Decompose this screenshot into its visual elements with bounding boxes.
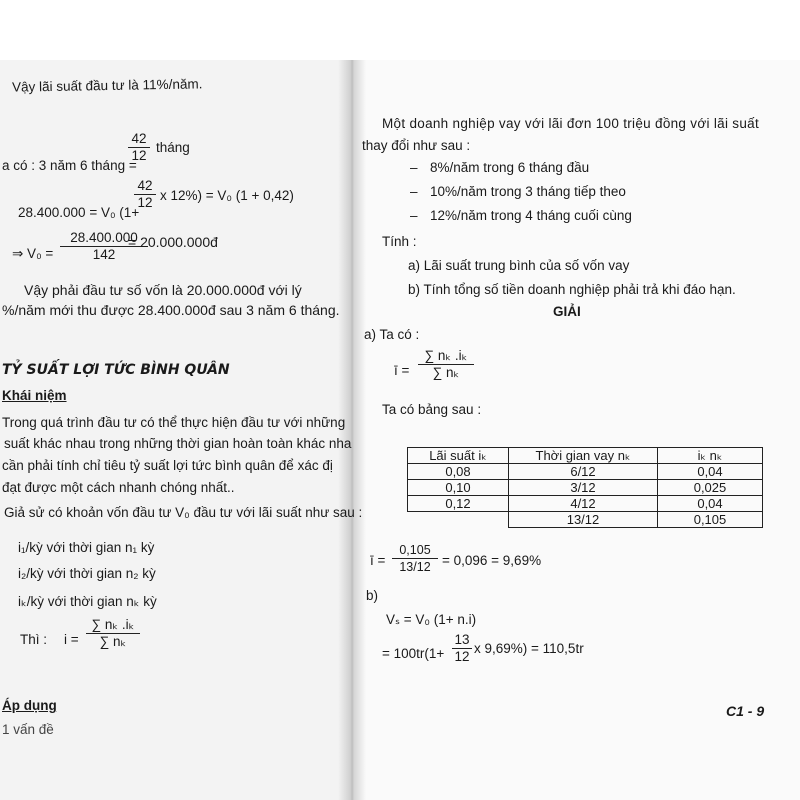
average-rate-formula: [86, 617, 140, 650]
left-line-6: %/năm mới thu được 28.400.000đ sau 3 năm 6 tháng.: [2, 302, 340, 318]
table-cell: 0,025: [658, 480, 763, 496]
fraction-denominator: 12: [454, 649, 470, 664]
result-prefix: ī =: [370, 553, 386, 568]
rate-condition-3: 12%/năm trong 4 tháng cuối cùng: [430, 208, 632, 223]
fraction-42-12: [128, 131, 150, 164]
para-line-1: Trong quá trình đầu tư có thể thực hiện đầu tư với những: [2, 415, 346, 430]
question-b: b) Tính tổng số tiền doanh nghiệp phải trả khi đáo hạn.: [408, 282, 736, 297]
fraction-42-12-b: [134, 178, 156, 211]
final-calc-prefix: = 100tr(1+: [382, 646, 445, 661]
section-title: TỶ SUẤT LỢI TỨC BÌNH QUÂN: [2, 362, 230, 378]
ibar-formula: [418, 348, 474, 381]
fraction-denominator: 142: [92, 247, 116, 262]
ibar-equals: ī =: [394, 363, 410, 378]
part-b-label: b): [366, 588, 379, 603]
table-cell: 0,04: [658, 464, 763, 480]
fraction-denominator: 12: [131, 148, 147, 163]
table-cell: 6/12: [509, 464, 658, 480]
table-row: [408, 496, 763, 512]
left-line-2-prefix: a có : 3 năm 6 tháng =: [2, 158, 137, 173]
fraction-numerator: 0,105: [392, 542, 438, 559]
final-calc-suffix: x 9,69%) = 110,5tr: [474, 641, 584, 656]
para-line-2: suất khác nhau trong những thời gian hoàn toàn khác nha: [4, 436, 352, 451]
left-line-3-suffix: x 12%) = V₀ (1 + 0,42): [160, 188, 294, 203]
thi-equals: i =: [64, 632, 79, 647]
table-cell: [408, 512, 509, 528]
table-intro: Ta có bảng sau :: [382, 402, 482, 417]
future-value-formula: Vₛ = V₀ (1+ n.i): [386, 612, 477, 627]
question-a: a) Lãi suất trung bình của số vốn vay: [408, 258, 630, 273]
header-product: iₖ nₖ: [658, 448, 763, 464]
result-fraction: [392, 542, 438, 575]
bullet-dash: –: [410, 184, 418, 199]
problem-line-1: Một doanh nghiệp vay với lãi đơn 100 triệu đồng với lãi suất: [382, 116, 760, 131]
table-cell: 0,04: [658, 496, 763, 512]
left-line-2-suffix: tháng: [156, 140, 190, 155]
problem-line-2: thay đổi như sau :: [362, 138, 471, 153]
para-line-5: Giả sử có khoản vốn đầu tư V₀ đầu tư với lãi suất như sau :: [4, 505, 363, 520]
part-a-label: a) Ta có :: [364, 327, 420, 342]
fraction-numerator: 28.400.000: [60, 230, 148, 247]
final-calc-fraction: [452, 632, 472, 665]
page-number: C1 - 9: [726, 703, 765, 719]
bullet-dash: –: [410, 208, 418, 223]
rate-item-2: i₂/kỳ với thời gian n₂ kỳ: [18, 566, 156, 581]
formula-numerator: ∑ nₖ .iₖ: [418, 348, 474, 365]
rate-table: [407, 447, 763, 528]
rate-condition-2: 10%/năm trong 3 tháng tiếp theo: [430, 184, 626, 199]
left-line-5: Vậy phải đầu tư số vốn là 20.000.000đ với lý: [24, 282, 302, 298]
left-line-4-prefix: ⇒ V₀ =: [12, 246, 54, 261]
table-total-row: [408, 512, 763, 528]
subheading-ap-dung: Áp dụng: [2, 698, 57, 713]
tinh-label: Tính :: [382, 234, 417, 249]
thi-label: Thì :: [20, 632, 48, 647]
rate-item-1: i₁/kỳ với thời gian n₁ kỳ: [18, 540, 155, 555]
para-line-4: đạt được một cách nhanh chóng nhất..: [2, 480, 235, 495]
table-cell: 13/12: [509, 512, 658, 528]
result-suffix: = 0,096 = 9,69%: [442, 553, 542, 568]
fraction-denominator: 13/12: [399, 560, 431, 574]
table-header-row: [408, 448, 763, 464]
table-row: [408, 464, 763, 480]
table-cell: 0,105: [658, 512, 763, 528]
formula-denominator: ∑ nₖ: [432, 365, 460, 380]
left-line-3-prefix: 28.400.000 = V₀ (1+: [18, 205, 140, 220]
cut-off-line: 1 vấn đề: [2, 722, 54, 737]
fraction-denominator: 12: [137, 195, 153, 210]
fraction-numerator: 42: [128, 131, 150, 148]
formula-denominator: ∑ nₖ: [99, 634, 127, 649]
left-line-1: Vậy lãi suất đầu tư là 11%/năm.: [11, 76, 203, 95]
fraction-numerator: 42: [134, 178, 156, 195]
table-cell: 0,08: [408, 464, 509, 480]
fraction-numerator: 13: [452, 632, 472, 649]
header-rate: Lãi suất iₖ: [408, 448, 509, 464]
bullet-dash: –: [410, 160, 418, 175]
formula-numerator: ∑ nₖ .iₖ: [86, 617, 140, 634]
rate-condition-1: 8%/năm trong 6 tháng đầu: [430, 160, 590, 175]
table-row: [408, 480, 763, 496]
rate-item-k: iₖ/kỳ với thời gian nₖ kỳ: [18, 594, 157, 609]
solution-heading: GIẢI: [553, 304, 581, 319]
table-cell: 3/12: [509, 480, 658, 496]
para-line-3: cần phải tính chỉ tiêu tỷ suất lợi tức bình quân để xác đị: [2, 458, 333, 473]
header-period: Thời gian vay nₖ: [509, 448, 658, 464]
subheading-khai-niem: Khái niệm: [2, 388, 67, 403]
table-cell: 0,10: [408, 480, 509, 496]
table-cell: 4/12: [509, 496, 658, 512]
table-cell: 0,12: [408, 496, 509, 512]
left-line-4-suffix: = 20.000.000đ: [128, 234, 218, 250]
